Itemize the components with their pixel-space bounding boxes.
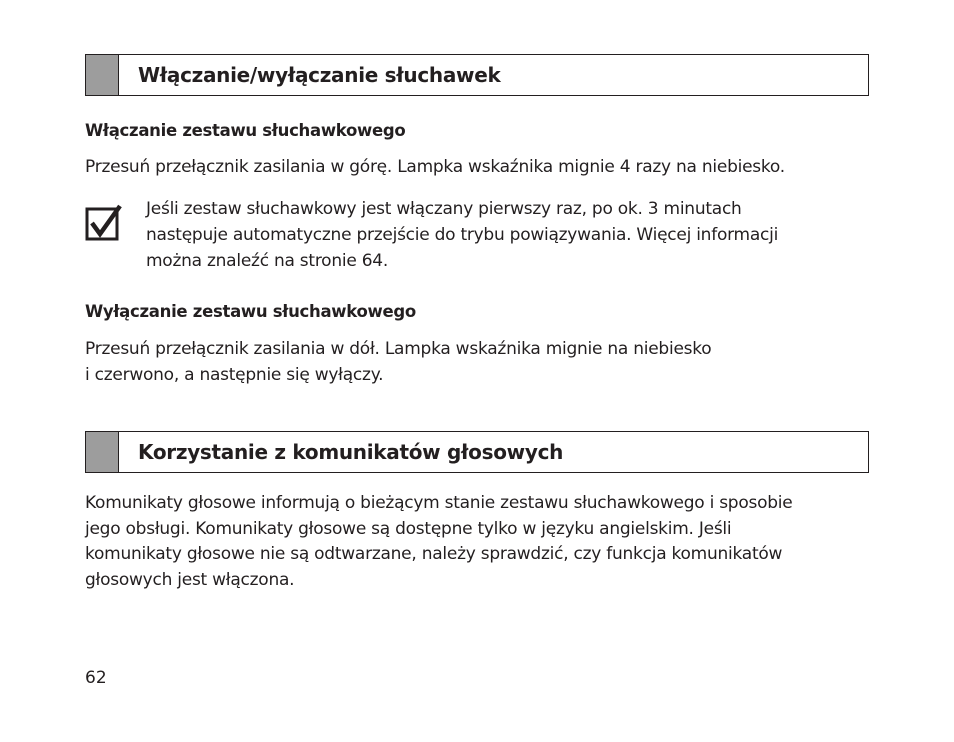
section-tab [86, 55, 119, 95]
paragraph-voice-prompts [85, 491, 792, 593]
page-number: 62 [85, 668, 107, 688]
section-header-voice-prompts [85, 431, 869, 473]
section-title: Włączanie/wyłączanie słuchawek [138, 63, 501, 87]
section-tab [86, 432, 119, 472]
section-title: Korzystanie z komunikatów głosowych [138, 440, 564, 464]
note-line: Jeśli zestaw słuchawkowy jest włączany pierwszy raz, po ok. 3 minutach [146, 199, 742, 219]
paragraph-line: Komunikaty głosowe informują o bieżącym stanie zestawu słuchawkowego i sposobie [85, 493, 793, 513]
paragraph-line: głosowych jest włączona. [85, 569, 295, 590]
paragraph-line: i czerwono, a następnie się wyłączy. [85, 364, 384, 385]
paragraph-line: Przesuń przełącznik zasilania w dół. Lampka wskaźnika mignie na niebiesko [85, 339, 712, 359]
paragraph-line: komunikaty głosowe nie są odtwarzane, należy sprawdzić, czy funkcja komunikatów [85, 544, 783, 564]
paragraph-power-on: Przesuń przełącznik zasilania w górę. Lampka wskaźnika mignie 4 razy na niebiesko. [85, 157, 785, 177]
section-header-power [85, 54, 869, 96]
subheading-power-on: Włączanie zestawu słuchawkowego [85, 121, 406, 140]
checkbox-check-icon [85, 203, 123, 241]
subheading-power-off: Wyłączanie zestawu słuchawkowego [85, 302, 416, 321]
note-line: można znaleźć na stronie 64. [146, 251, 388, 271]
note-text [146, 196, 778, 274]
note-line: następuje automatyczne przejście do trybu powiązywania. Więcej informacji [146, 225, 779, 245]
paragraph-line: jego obsługi. Komunikaty głosowe są dostępne tylko w języku angielskim. Jeśli [85, 518, 732, 539]
paragraph-power-off [85, 337, 711, 388]
